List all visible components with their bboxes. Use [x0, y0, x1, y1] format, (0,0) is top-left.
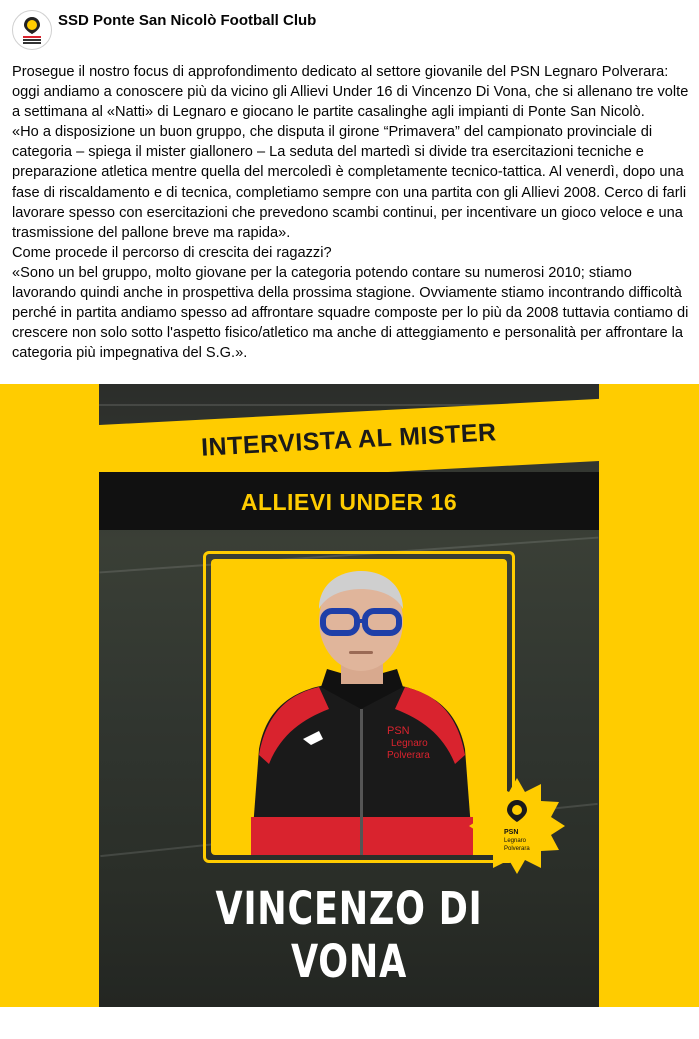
- page-avatar[interactable]: [12, 10, 52, 50]
- svg-text:Legnaro: Legnaro: [391, 738, 428, 749]
- post-paragraph: Prosegue il nostro focus di approfondimento dedicato al settore giovanile del PSN Legnaro Polverara: oggi andiamo a conoscere più da vicino gli Allievi Under 16 di Vincenzo Di Vona, che si allenano tre volte a settimana al «Natti» di Legnaro e giocano le partite casalinghe agli impianti di Ponte San Nicolò.: [12, 64, 689, 121]
- coach-name: VINCENZO DI VONA: [215, 882, 483, 988]
- club-badge-icon: [467, 776, 567, 876]
- page-name-link[interactable]: SSD Ponte San Nicolò Football Club: [58, 12, 317, 29]
- post-paragraph: «Ho a disposizione un buon gruppo, che disputa il girone “Primavera” del campionato provinciale di categoria – spiega il mister giallonero – La seduta del martedì si divide tra esercitazioni tecniche e preparazione atletica mentre quella del mercoledì è completamente tecnico-tattica. Al venerdì, dopo una fase di riscaldamento e di tecnica, completiamo sempre con una partita con gli Allievi 2008. Cerco di farli lavorare spesso con esercitazioni che prevedono scambi continui, per incentivare un gioco veloce e una trasmissione del pallone breve ma rapida».: [12, 124, 687, 241]
- svg-text:PSN: PSN: [504, 829, 519, 836]
- post-text: [12, 62, 692, 363]
- svg-text:PSN: PSN: [387, 725, 410, 737]
- post-image-container: [0, 384, 699, 1007]
- club-logo-icon: [19, 15, 45, 45]
- svg-text:Polverara: Polverara: [387, 750, 430, 761]
- coach-photo: [211, 559, 507, 855]
- post-paragraph: Come procede il percorso di crescita dei ragazzi?: [12, 244, 332, 261]
- team-banner: [99, 472, 599, 530]
- banner-subtitle: ALLIEVI UNDER 16: [240, 489, 458, 515]
- svg-text:Polverara: Polverara: [504, 846, 530, 852]
- post-header: [0, 0, 699, 56]
- svg-text:Legnaro: Legnaro: [504, 838, 527, 844]
- banner-title: INTERVISTA AL MISTER: [200, 418, 498, 462]
- post-paragraph: «Sono un bel gruppo, molto giovane per la categoria potendo contare su numerosi 2010; stiamo lavorando quindi anche in prospettiva della prossima stagione. Ovviamente stiamo incontrando difficoltà perché in partita andiamo spesso ad affrontare squadre composte per lo più da 2008 tuttavia contiamo di crescere non solo sotto l'aspetto fisico/atletico ma anche di atteggiamento e personalità per affrontare la categoria più impegnativa del S.G.».: [12, 264, 689, 362]
- coach-portrait-illustration: [211, 559, 507, 855]
- post-image[interactable]: [99, 384, 599, 1007]
